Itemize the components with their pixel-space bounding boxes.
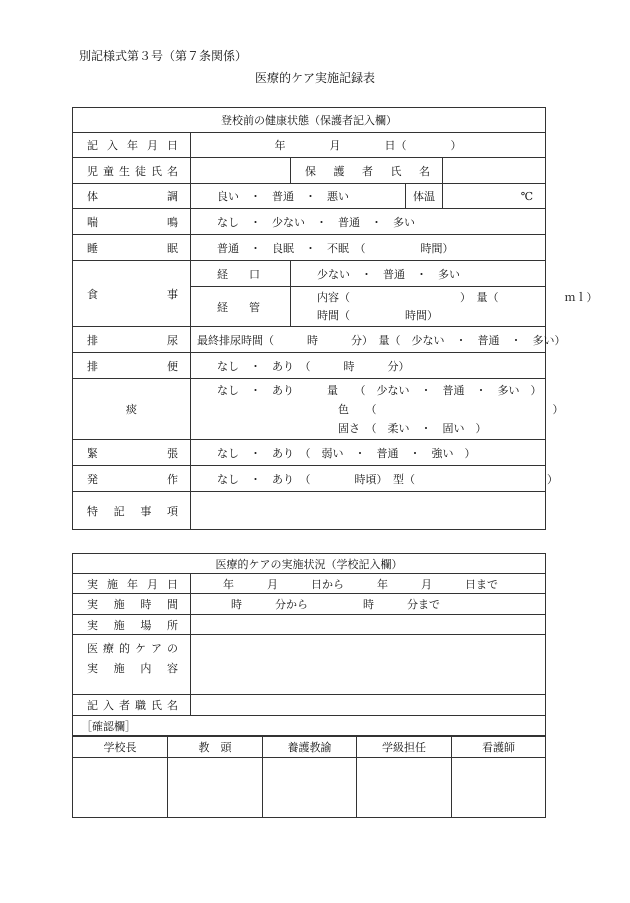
content-label (73, 635, 191, 695)
condition-label (73, 184, 191, 209)
student-name-label-text: 児 童 生 徒 氏 名 (87, 164, 178, 178)
role-vice-principal: 教 頭 (168, 737, 263, 758)
tube-line2: 時間（ 時間） (317, 308, 438, 322)
guardian-name-field[interactable] (443, 158, 546, 184)
special-notes-label (73, 492, 191, 530)
defecation-label-text: 排 便 (87, 359, 178, 373)
urination-label-text: 排 尿 (87, 333, 178, 347)
phlegm-line1: なし ・ あり 量 （ 少ない ・ 普通 ・ 多い ） (217, 383, 542, 397)
tube-label-text: 経 管 (217, 300, 260, 314)
urination-label (73, 327, 191, 353)
guardian-name-label-text: 保 護 者 氏 名 (305, 164, 430, 178)
oral-label (191, 261, 291, 287)
section2-heading: 医療的ケアの実施状況（学校記入欄） (73, 554, 546, 574)
time-label (73, 594, 191, 615)
phlegm-line2: 色 （ ） (217, 402, 564, 416)
time-label-text: 実 施 時 間 (87, 598, 178, 611)
health-status-table (72, 107, 598, 530)
guardian-name-label (291, 158, 443, 184)
role-nurse: 看護師 (452, 737, 546, 758)
entry-date-label-text: 記 入 年 月 日 (87, 139, 178, 152)
entry-date-label (73, 133, 191, 158)
sleep-options[interactable]: 普通 ・ 良眠 ・ 不眠 （ 時間） (191, 235, 546, 261)
stamp-box-vice-principal[interactable] (168, 758, 263, 818)
seizure-label (73, 466, 191, 492)
form-number: 別記様式第３号（第７条関係） (79, 49, 248, 63)
phlegm-field[interactable] (191, 379, 564, 440)
stamp-box-school-nurse-teacher[interactable] (263, 758, 357, 818)
oral-options[interactable]: 少ない ・ 普通 ・ 多い (291, 261, 546, 287)
tube-field[interactable] (291, 287, 598, 327)
stamp-box-homeroom-teacher[interactable] (357, 758, 452, 818)
tube-label (191, 287, 291, 327)
time-field[interactable]: 時 分から 時 分まで (191, 594, 546, 615)
tube-line1: 内容（ ） 量（ ｍｌ） (317, 290, 598, 304)
seizure-options[interactable]: なし ・ あり （ 時頃） 型（ ） (191, 466, 546, 492)
recorder-label-text: 記 入 者 職 氏 名 (87, 699, 178, 712)
temperature-label: 体温 (406, 184, 443, 209)
student-name-label (73, 158, 191, 184)
place-label (73, 615, 191, 635)
period-field[interactable]: 年 月 日から 年 月 日まで (191, 574, 546, 594)
tension-options[interactable]: なし ・ あり （ 弱い ・ 普通 ・ 強い ） (191, 440, 546, 466)
period-label-text: 実 施 年 月 日 (87, 577, 178, 591)
period-label (73, 574, 191, 594)
wheezing-label (73, 209, 191, 235)
condition-options[interactable]: 良い ・ 普通 ・ 悪い (191, 184, 406, 209)
role-school-nurse-teacher: 養護教諭 (263, 737, 357, 758)
stamp-box-principal[interactable] (73, 758, 168, 818)
condition-label-text: 体 調 (87, 190, 178, 203)
document-title: 医療的ケア実施記録表 (254, 71, 375, 85)
care-status-table (72, 553, 546, 736)
sleep-label-text: 睡 眠 (87, 241, 178, 255)
role-principal: 学校長 (73, 737, 168, 758)
urination-options[interactable]: 最終排尿時間（ 時 分） 量（ 少ない ・ 普通 ・ 多い） (191, 327, 546, 353)
confirmation-note-cell (73, 716, 546, 736)
defecation-options[interactable]: なし ・ あり （ 時 分） (191, 353, 546, 379)
phlegm-label: 痰 (73, 379, 191, 440)
role-homeroom-teacher: 学級担任 (357, 737, 452, 758)
recorder-field[interactable] (191, 695, 546, 716)
student-name-field[interactable] (191, 158, 291, 184)
special-notes-field[interactable] (191, 492, 546, 530)
section1-heading: 登校前の健康状態（保護者記入欄） (73, 108, 546, 133)
recorder-label (73, 695, 191, 716)
entry-date-field[interactable]: 年 月 日（ ） (191, 133, 546, 158)
defecation-label (73, 353, 191, 379)
sleep-label (73, 235, 191, 261)
tension-label-text: 緊 張 (87, 446, 178, 460)
phlegm-line3: 固さ （ 柔い ・ 固い ） (217, 421, 487, 435)
content-label-line1: 医 療 的 ケ ア の (87, 642, 178, 655)
meal-label (73, 261, 191, 327)
content-field[interactable] (191, 635, 546, 695)
temperature-field[interactable]: ℃ (443, 184, 546, 209)
confirmation-note: ［確認欄］ (81, 719, 136, 733)
place-field[interactable] (191, 615, 546, 635)
content-label-line2: 実 施 内 容 (87, 662, 178, 675)
wheezing-label-text: 喘 鳴 (87, 215, 178, 229)
oral-label-text: 経 口 (217, 267, 260, 281)
meal-label-text: 食 事 (87, 287, 178, 301)
wheezing-options[interactable]: なし ・ 少ない ・ 普通 ・ 多い (191, 209, 546, 235)
stamp-box-nurse[interactable] (452, 758, 546, 818)
confirmation-table (72, 736, 546, 818)
seizure-label-text: 発 作 (87, 472, 178, 486)
special-notes-label-text: 特 記 事 項 (87, 504, 178, 518)
tension-label (73, 440, 191, 466)
place-label-text: 実 施 場 所 (87, 618, 178, 632)
